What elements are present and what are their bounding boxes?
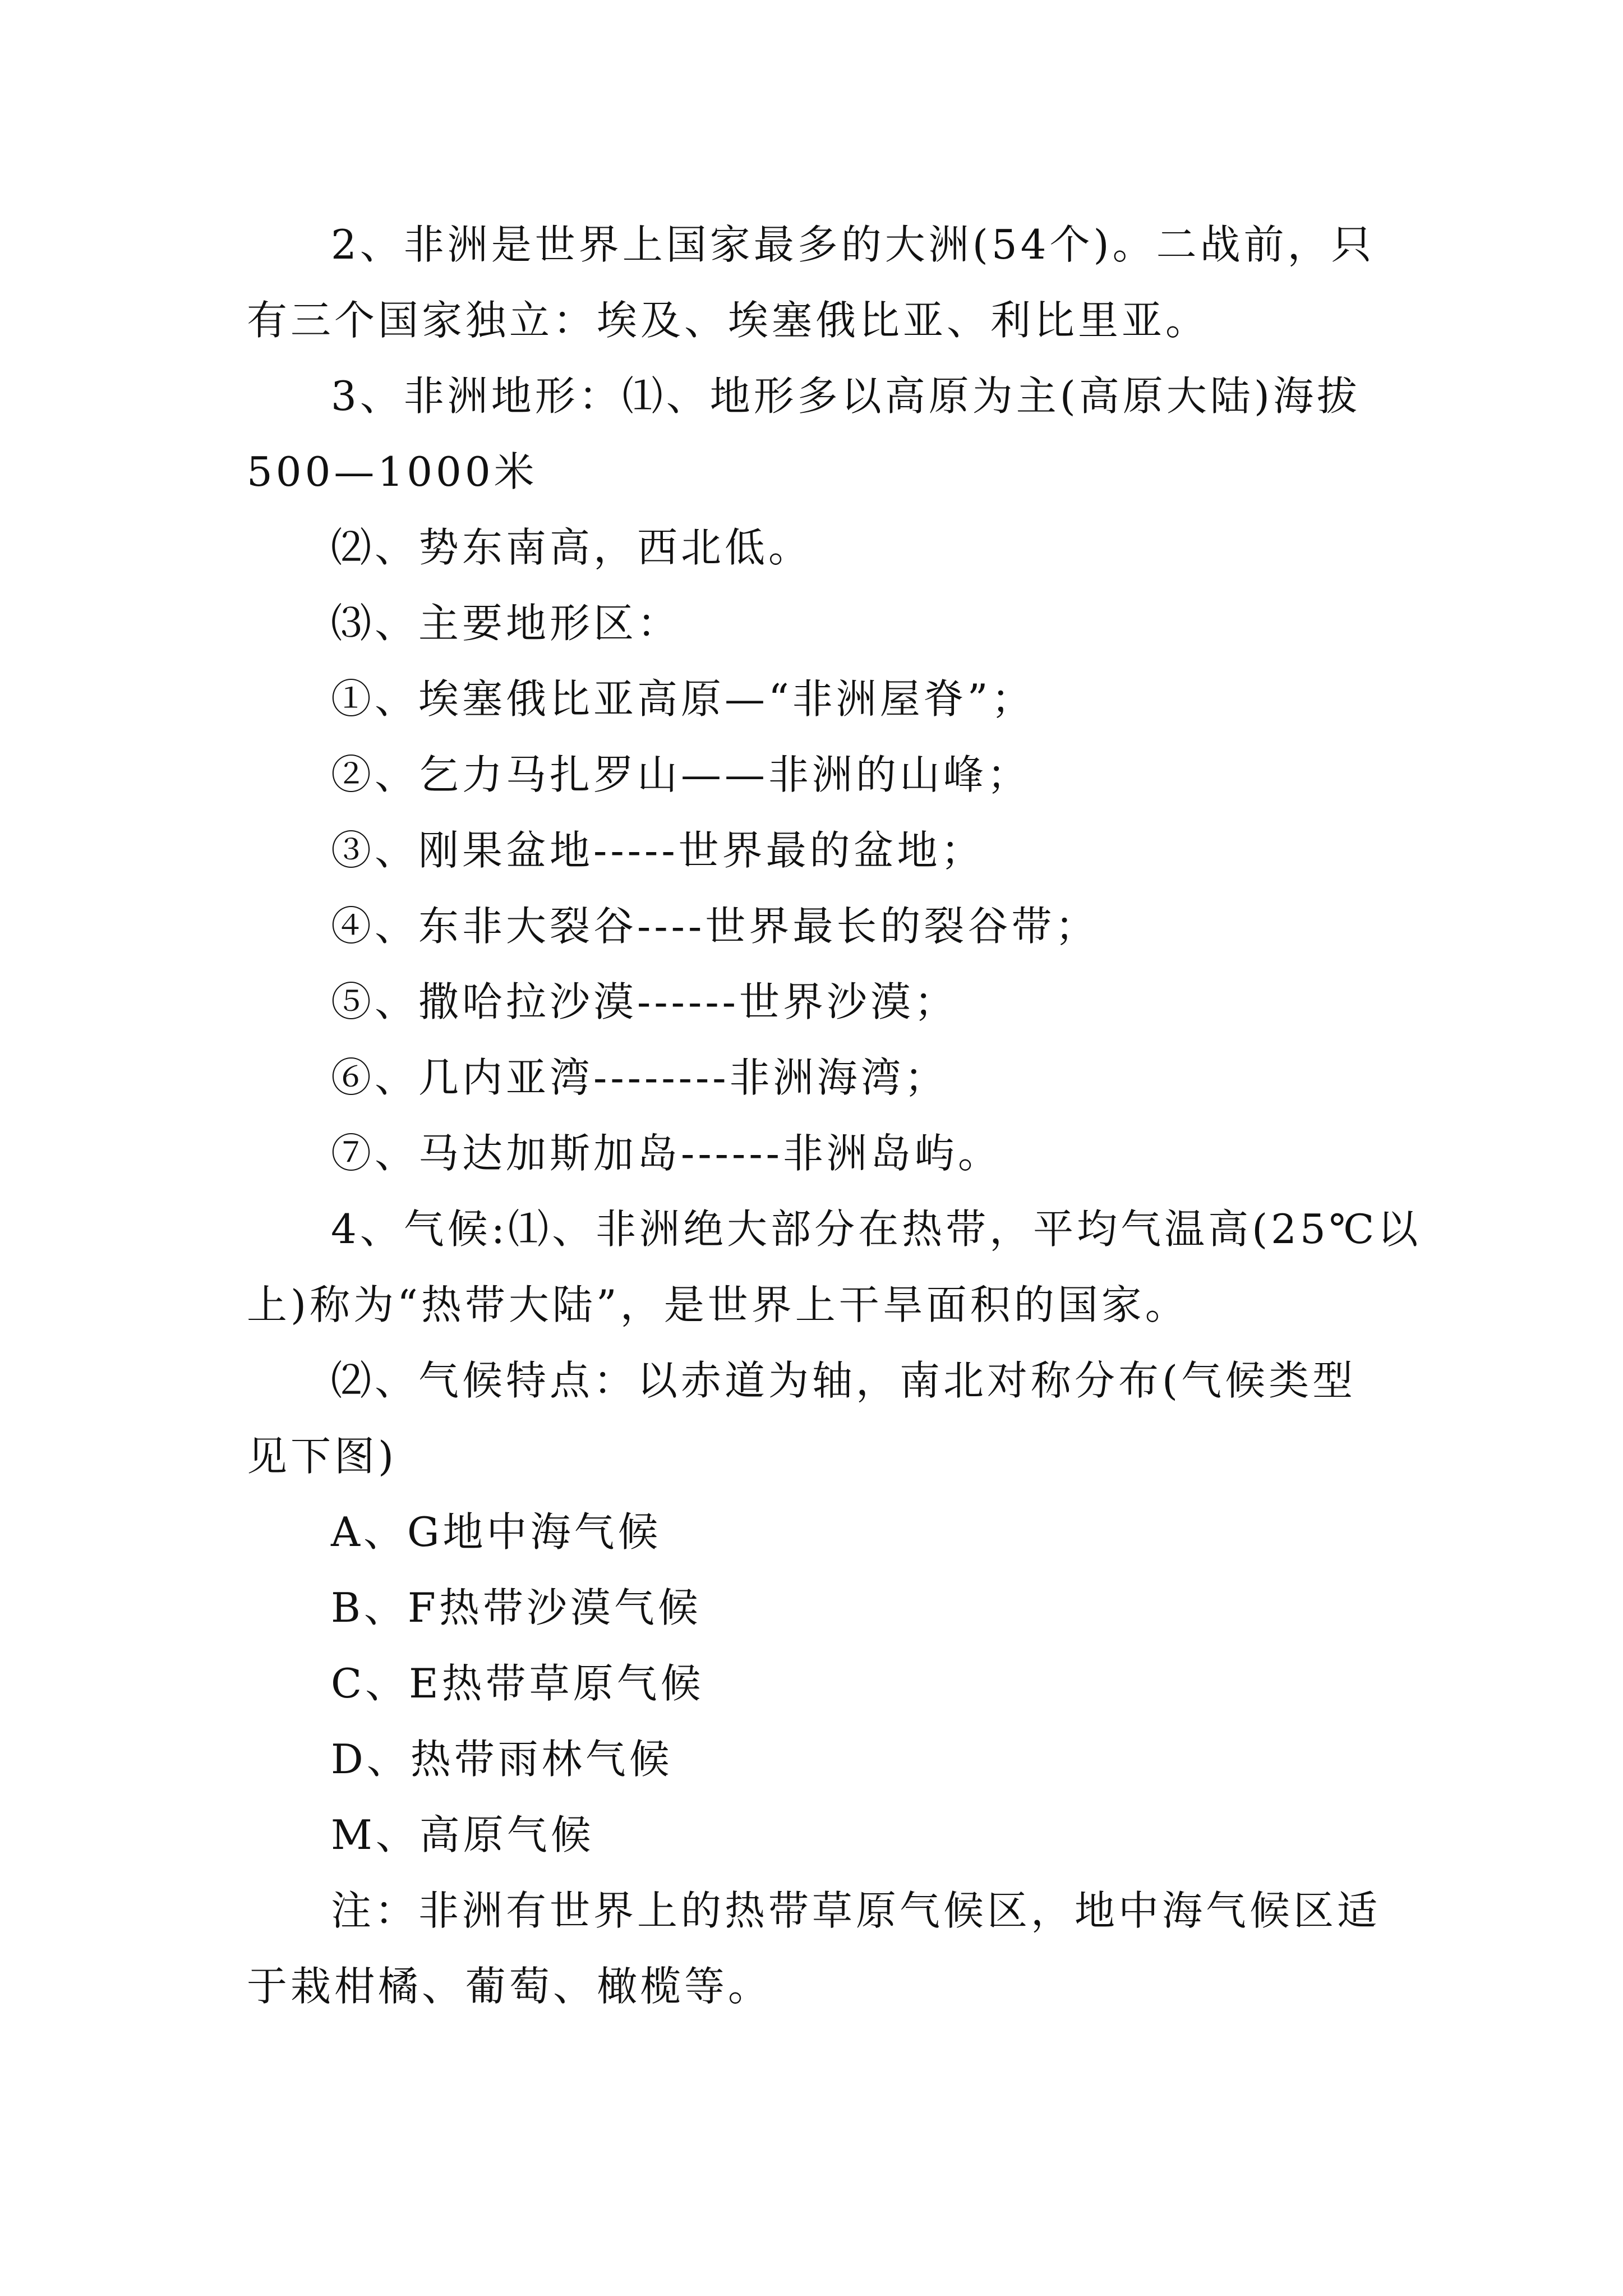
text-line: 于栽柑橘、葡萄、橄榄等。: [247, 1963, 772, 2010]
text-line: ⑵、气候特点：以赤道为轴，南北对称分布(气候类型: [331, 1357, 1357, 1404]
text-line: D、热带雨林气候: [331, 1736, 673, 1783]
text-line: ⑵、势东南高，西北低。: [331, 524, 813, 571]
text-line: ⑥、几内亚湾--------非洲海湾；: [331, 1054, 948, 1101]
text-line: 注：非洲有世界上的热带草原气候区，地中海气候区适: [331, 1887, 1381, 1934]
text-line: ①、埃塞俄比亚高原—“非洲屋脊”；: [331, 675, 1035, 723]
text-line: ⑤、撒哈拉沙漠------世界沙漠；: [331, 978, 958, 1025]
text-line: 4、气候:⑴、非洲绝大部分在热带，平均气温高(25℃以: [331, 1205, 1422, 1253]
text-line: ④、东非大裂谷----世界最长的裂谷带；: [331, 903, 1099, 950]
text-line: A、G地中海气候: [331, 1508, 662, 1556]
text-line: 上)称为“热带大陆”，是世界上干旱面积的国家。: [247, 1281, 1189, 1328]
text-line: ⑶、主要地形区：: [331, 600, 681, 647]
text-line: 有三个国家独立：埃及、埃塞俄比亚、利比里亚。: [247, 297, 1210, 344]
text-line: ⑦、马达加斯加岛------非洲岛屿。: [331, 1130, 1002, 1177]
text-line: ③、刚果盆地-----世界最的盆地；: [331, 827, 985, 874]
text-line: ②、乞力马扎罗山——非洲的山峰；: [331, 751, 1031, 798]
text-line: C、E热带草原气候: [331, 1660, 704, 1707]
text-line: B、F热带沙漠气候: [331, 1584, 702, 1631]
text-line: 500—1000米: [247, 448, 538, 495]
text-line: 见下图): [247, 1433, 398, 1480]
text-line: 3、非洲地形：⑴、地形多以高原为主(高原大陆)海拔: [331, 372, 1361, 420]
text-line: 2、非洲是世界上国家最多的大洲(54个)。二战前，只: [331, 221, 1375, 268]
text-line: M、高原气候: [331, 1811, 594, 1858]
